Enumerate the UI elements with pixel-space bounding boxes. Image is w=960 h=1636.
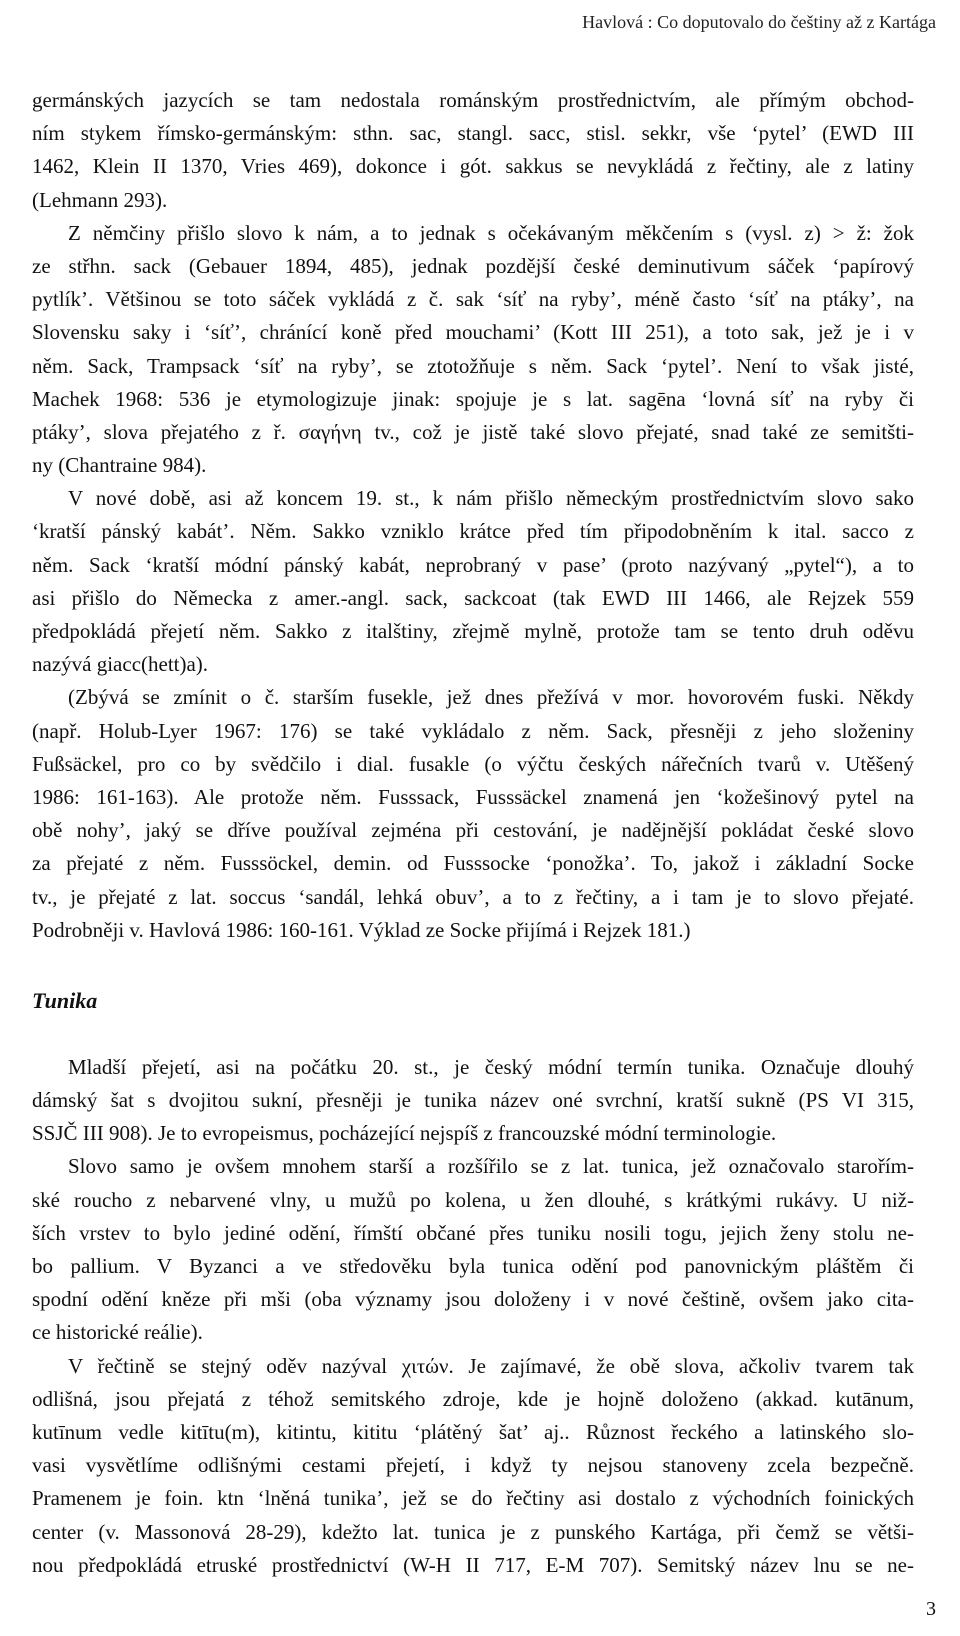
text-line: ny (Chantraine 984). xyxy=(32,453,207,478)
text-line: kutīnum vedle kitītu(m), kitintu, kititu ‘plátěný šat’ aj.. Různost řeckého a latinského slo- xyxy=(32,1419,914,1444)
section-heading-tunika: Tunika xyxy=(32,987,98,1013)
text-line: ním stykem římsko-germánským: sthn. sac, stangl. sacc, stisl. sekkr, vše ‘pytel’ (EWD III xyxy=(32,121,914,146)
text-line: 1462, Klein II 1370, Vries 469), dokonce i gót. sakkus se nevykládá z řečtiny, ale z latiny xyxy=(32,154,914,179)
paragraphs-sak xyxy=(32,84,914,947)
text-line: ptáky’, slova přejatého z ř. σαγήνη tv., což je jistě také slovo přejaté, snad také ze semitšti- xyxy=(32,419,914,444)
page-body xyxy=(32,84,914,1582)
text-line: (Lehmann 293). xyxy=(32,187,168,212)
paragraphs-tunika xyxy=(32,1051,914,1582)
text-line: vasi vysvětlíme odlišnými cestami přejetí, i když ty nejsou stanoveny zcela bezpečně. xyxy=(32,1453,914,1478)
text-line: pytlík’. Většinou se toto sáček vykládá z č. sak ‘síť na ryby’, méně často ‘síť na ptáky’, na xyxy=(32,287,914,312)
text-line: Podrobněji v. Havlová 1986: 160-161. Výklad ze Socke přijímá i Rejzek 181.) xyxy=(32,917,691,942)
text-line: ské roucho z nebarvené vlny, u mužů po kolena, u žen dlouhé, s krátkými rukávy. U niž- xyxy=(32,1187,914,1212)
text-line: asi přišlo do Německa z amer.-angl. sack, sackcoat (tak EWD III 1466, ale Rejzek 559 xyxy=(32,585,914,610)
page-number: 3 xyxy=(926,1598,936,1620)
text-line: ze střhn. sack (Gebauer 1894, 485), jednak pozdější české deminutivum sáček ‘papírový xyxy=(32,253,914,278)
text-line: germánských jazycích se tam nedostala románským prostřednictvím, ale přímým obchod- xyxy=(32,88,914,112)
text-line: bo pallium. V Byzanci a ve středověku byla tunica odění pod panovnickým pláštěm či xyxy=(32,1254,914,1278)
text-line: (Zbývá se zmínit o č. starším fusekle, jež dnes přežívá v mor. hovorovém fuski. Někdy xyxy=(68,685,914,710)
text-line: V nové době, asi až koncem 19. st., k nám přišlo německým prostřednictvím slovo sako xyxy=(68,486,914,511)
text-line: (např. Holub-Lyer 1967: 176) se také vykládalo z něm. Sack, přesněji z jeho složeniny xyxy=(32,718,914,743)
text-line: Machek 1968: 536 je etymologizuje jinak: spojuje je s lat. sagēna ‘lovná síť na ryby či xyxy=(32,386,914,411)
running-header: Havlová : Co doputovalo do češtiny až z Kartága xyxy=(582,12,936,32)
text-line: Z němčiny přišlo slovo k nám, a to jednak s očekávaným měkčením s (vysl. z) > ž: žok xyxy=(68,220,914,245)
text-line: Fußsäckel, pro co by svědčilo i dial. fusakle (o výčtu českých nářečních tvarů v. Utěšený xyxy=(32,751,914,776)
text-line: spodní odění kněze při mši (oba významy jsou doloženy i v nové češtině, ovšem jako cita- xyxy=(32,1287,914,1312)
text-line: Slovo samo je ovšem mnohem starší a rozšířilo se z lat. tunica, jež označovalo starořím- xyxy=(68,1154,914,1179)
text-line: odlišná, jsou přejatá z téhož semitského zdroje, kde je hojně doloženo (akkad. kutānum, xyxy=(32,1386,914,1411)
text-line: Slovensku saky i ‘síť’, chránící koně před mouchami’ (Kott III 251), a toto sak, jež je i v xyxy=(32,320,914,345)
text-line: ších vrstev to bylo jediné odění, římští občané přes tuniku nosili togu, jejich ženy stolu ne- xyxy=(32,1220,914,1245)
text-line: něm. Sack, Trampsack ‘síť na ryby’, se ztotožňuje s něm. Sack ‘pytel’. Není to však jisté, xyxy=(32,353,914,378)
text-line: 1986: 161-163). Ale protože něm. Fusssack, Fusssäckel znamená jen ‘kožešinový pytel na xyxy=(32,784,914,809)
text-line: tv., je přejaté z lat. soccus ‘sandál, lehká obuv’, a to z řečtiny, a i tam je to slovo přejaté. xyxy=(32,884,914,909)
text-line: Pramenem je foin. ktn ‘lněná tunika’, jež se do řečtiny asi dostalo z východních foinických xyxy=(32,1486,914,1511)
text-line: V řečtině se stejný oděv nazýval χιτών. Je zajímavé, že obě slova, ačkoliv tvarem tak xyxy=(68,1353,914,1378)
text-line: obě nohy’, jaký se dříve používal zejména při cestování, je nadějnější pokládat české slovo xyxy=(32,818,914,843)
text-line: Mladší přejetí, asi na počátku 20. st., je český módní termín tunika. Označuje dlouhý xyxy=(68,1054,914,1079)
text-line: za přejaté z něm. Fusssöckel, demin. od Fusssocke ‘ponožka’. To, jakož i základní Socke xyxy=(32,851,914,876)
text-line: nazývá giacc(hett)a). xyxy=(32,652,209,677)
text-line: nou předpokládá etruské prostřednictví (W-H II 717, E-M 707). Semitský název lnu se ne- xyxy=(32,1552,914,1577)
text-line: center (v. Massonová 28-29), kdežto lat. tunica je z punského Kartága, při čemž se větši- xyxy=(32,1519,914,1544)
text-line: předpokládá přejetí něm. Sakko z italštiny, zřejmě mylně, protože tam se tento druh oděvu xyxy=(32,619,914,643)
text-line: dámský šat s dvojitou sukní, přesněji je tunika název oné svrchní, kratší sukně (PS VI 315, xyxy=(32,1088,914,1113)
text-line: ‘kratší pánský kabát’. Něm. Sakko vzniklo krátce před tím připodobněním k ital. sacco z xyxy=(32,519,914,544)
text-line: ce historické reálie). xyxy=(32,1320,203,1345)
text-line: něm. Sack ‘kratší módní pánský kabát, neprobraný v pase’ (proto nazývaný „pytel“), a to xyxy=(32,552,914,577)
text-line: SSJČ III 908). Je to evropeismus, pocházející nejspíš z francouzské módní terminologie. xyxy=(32,1121,777,1146)
